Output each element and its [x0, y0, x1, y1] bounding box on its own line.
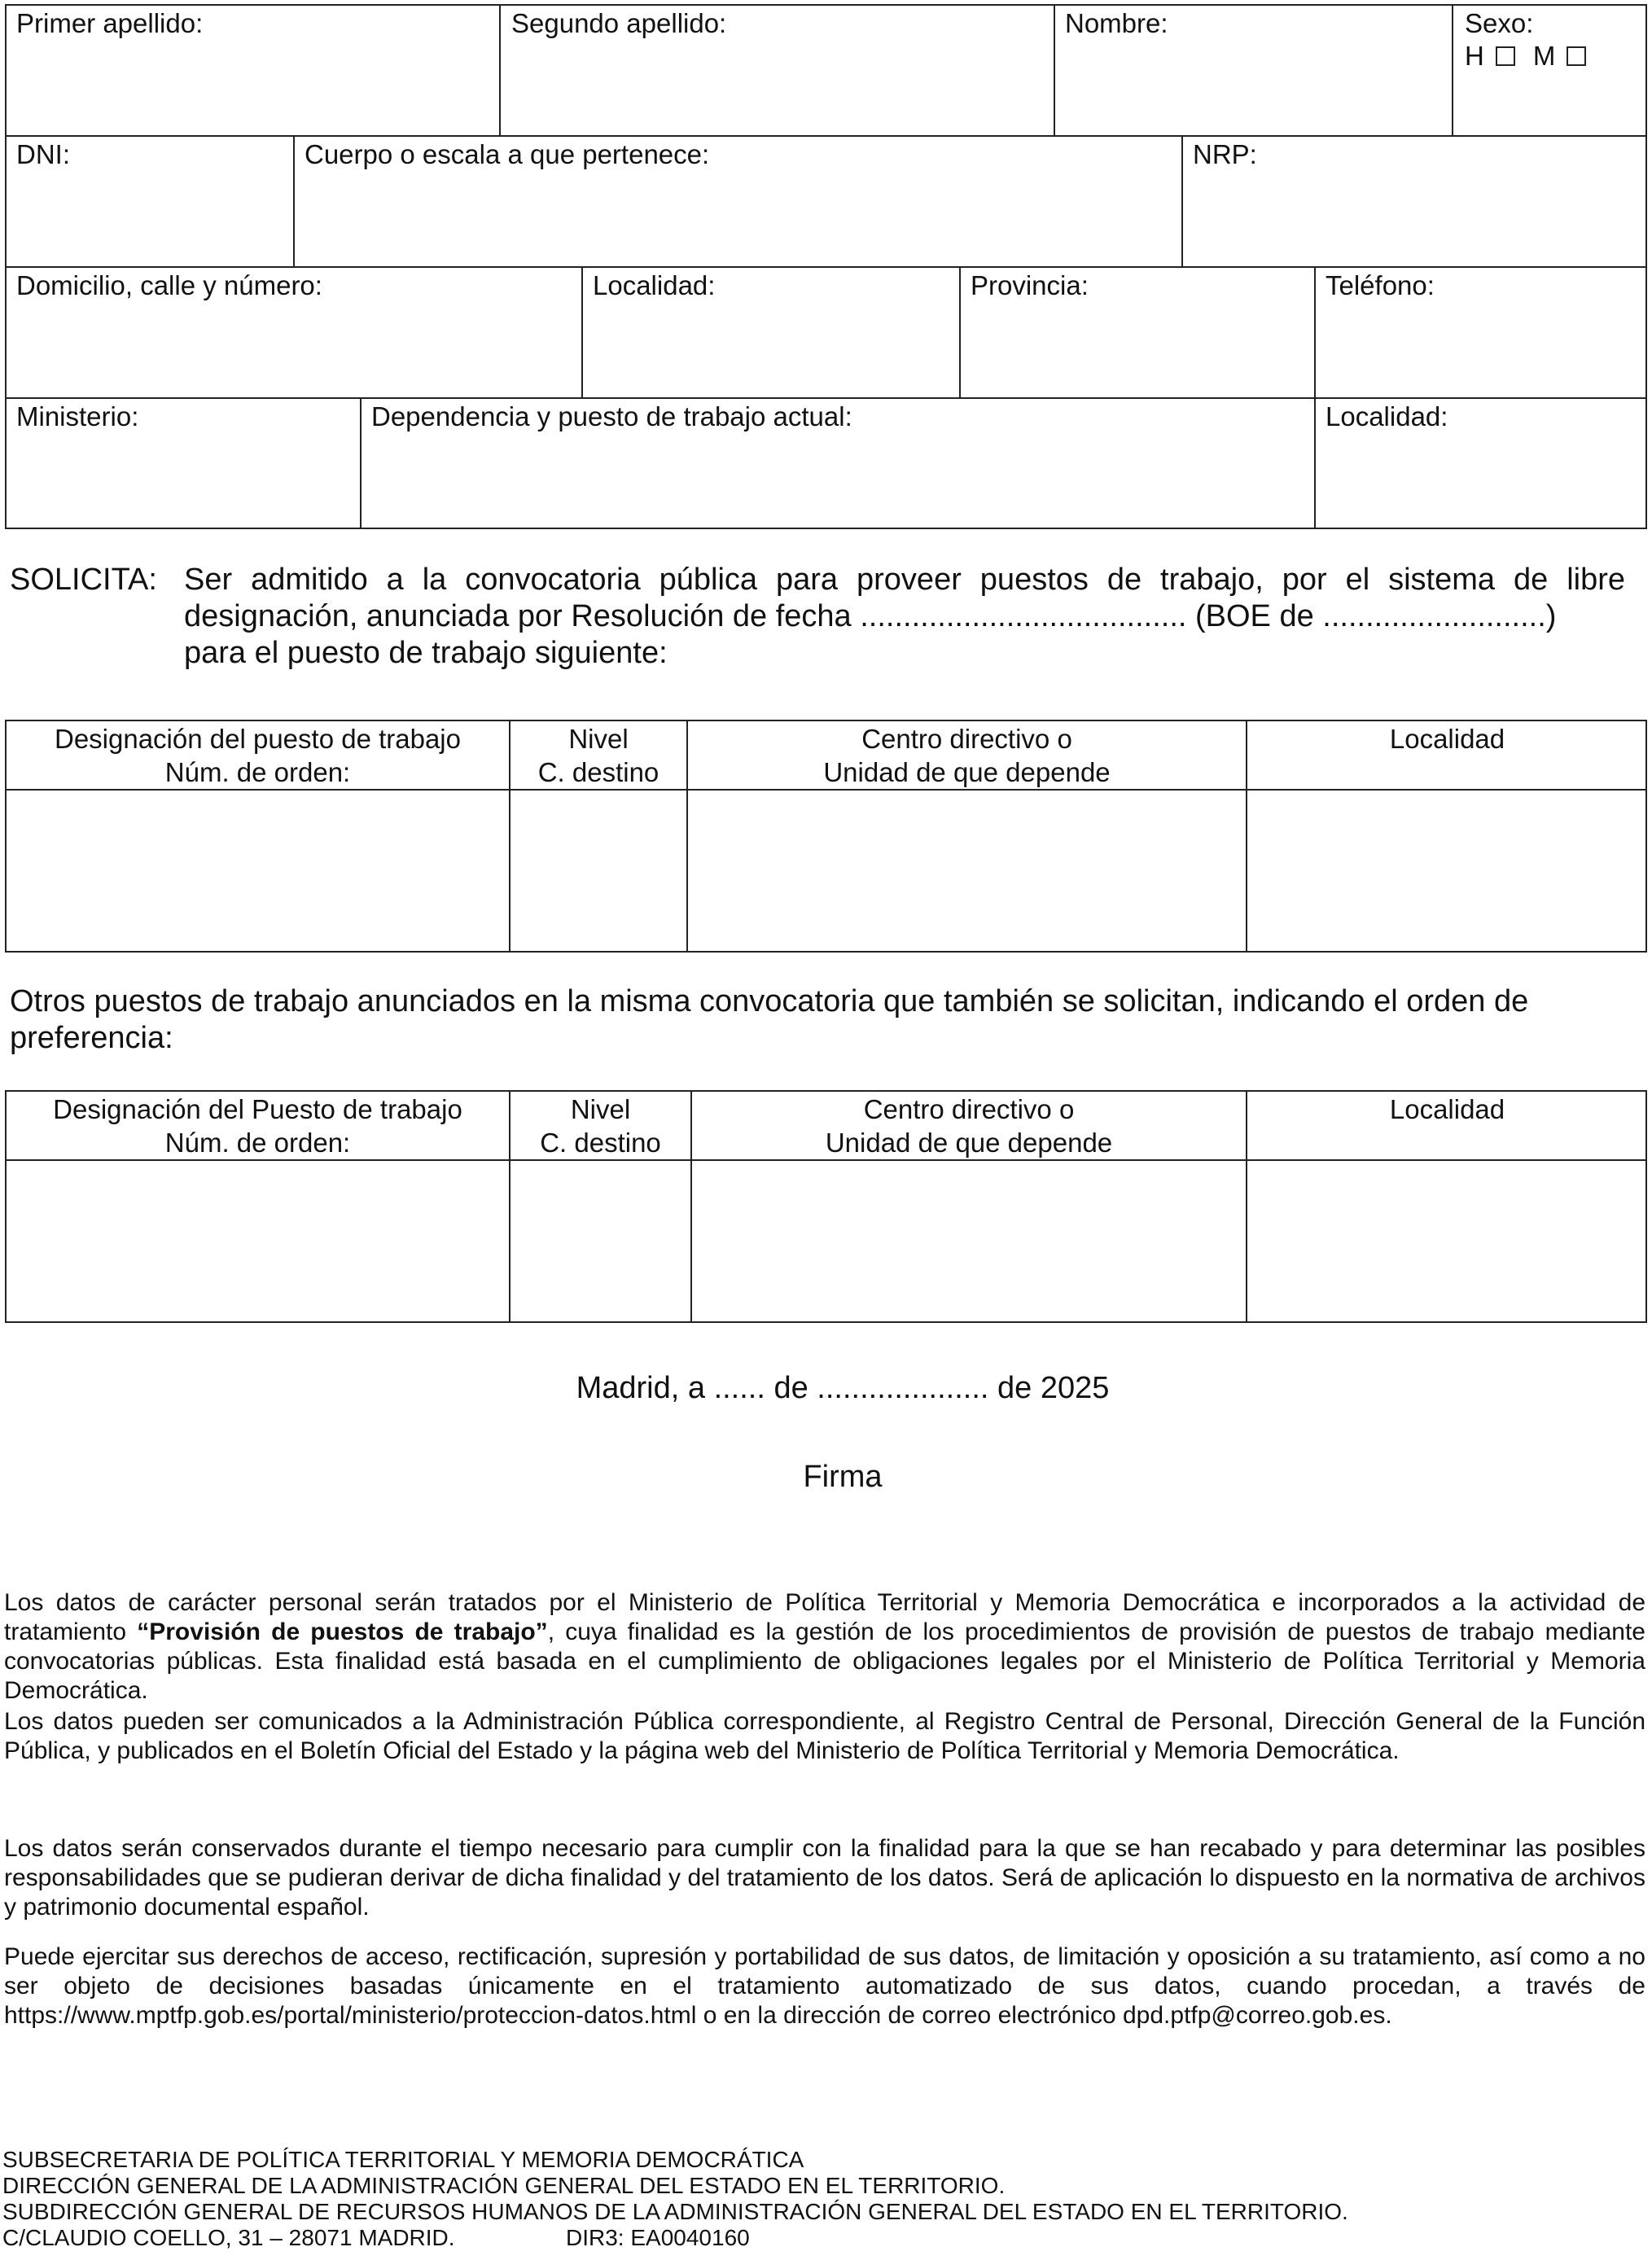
- sexo-m-checkbox[interactable]: [1567, 46, 1586, 66]
- nivel-input-cell[interactable]: [510, 791, 686, 951]
- telefono-label: Teléfono:: [1326, 270, 1435, 300]
- data-protection-paragraph-4: Puede ejercitar sus derechos de acceso, rectificación, supresión y portabilidad de sus datos, de limitación y oposición a su tratamiento, así como a no ser objeto de decisiones basadas únicamente en el tratamiento automatizado de sus datos, cuando procedan, a través de https://www.mptfp.gob.es/portal/ministerio/proteccion-datos.html o en la dirección de correo electrónico dpd.ptfp@correo.gob.es.: [4, 1943, 1645, 2029]
- nombre-label: Nombre:: [1065, 8, 1168, 38]
- segundo-apellido-label: Segundo apellido:: [511, 8, 727, 38]
- localidad-header: [1247, 1093, 1647, 1126]
- domicilio-label: Domicilio, calle y número:: [16, 270, 322, 300]
- centro-header-line-1: Centro directivo o: [863, 1094, 1075, 1124]
- centro-header-line-2: Unidad de que depende: [823, 757, 1111, 787]
- localidad-puesto-field[interactable]: [1326, 401, 1448, 433]
- nombre-field[interactable]: [1065, 7, 1168, 40]
- nivel-header-line-2: C. destino: [537, 757, 659, 787]
- nivel-input-cell[interactable]: [510, 1161, 690, 1321]
- footer-subsecretaria: SUBSECRETARIA DE POLÍTICA TERRITORIAL Y MEMORIA DEMOCRÁTICA: [2, 2147, 804, 2172]
- dni-field[interactable]: [16, 138, 70, 171]
- form-col-divider: [1054, 4, 1055, 136]
- centro-input-cell[interactable]: [692, 1161, 1246, 1321]
- dependencia-puesto-field[interactable]: [371, 401, 852, 433]
- localidad-header-line-1: Localidad: [1389, 724, 1505, 754]
- form-row-divider: [5, 266, 1647, 268]
- sexo-options: [1465, 40, 1594, 72]
- form-col-divider: [959, 266, 961, 398]
- data-protection-p1-end: , cuya finalidad es la gestión de los procedimientos de provisión de puestos de trabajo mediante convocatorias públicas. Esta finalidad está basada en el cumplimiento de obligaciones legales por el Ministerio de Política Territorial y Memoria Democrática.: [4, 1618, 1645, 1704]
- solicita-line-1: Ser admitido a la convocatoria pública para proveer puestos de trabajo, por el sistema de libre: [184, 563, 1625, 597]
- cuerpo-escala-label: Cuerpo o escala a que pertenece:: [305, 139, 710, 169]
- segundo-apellido-field[interactable]: [511, 7, 726, 40]
- centro-header: [688, 722, 1246, 789]
- footer-address: C/CLAUDIO COELLO, 31 – 28071 MADRID.: [2, 2225, 455, 2250]
- provincia-label: Provincia:: [971, 270, 1089, 300]
- localidad-domicilio-label: Localidad:: [593, 270, 716, 300]
- sexo-label: Sexo:: [1465, 8, 1534, 38]
- nivel-header-line-1: Nivel: [568, 724, 629, 754]
- data-protection-paragraph-3: Los datos serán conservados durante el tiempo necesario para cumplir con la finalidad para la que se han recabado y para determinar las posibles responsabilidades que se pudieran derivar de dicha finalidad y del tratamiento de los datos. Será de aplicación lo dispuesto en la normativa de archivos y patrimonio documental español.: [4, 1835, 1645, 1921]
- solicita-keyword: SOLICITA:: [10, 563, 157, 597]
- localidad-domicilio-field[interactable]: [593, 269, 715, 302]
- form-col-divider: [1181, 135, 1183, 267]
- form-row-divider: [5, 397, 1647, 399]
- form-row-divider: [5, 135, 1647, 137]
- ministerio-label: Ministerio:: [16, 401, 139, 431]
- nivel-header-line-1: Nivel: [570, 1094, 631, 1124]
- footer-direccion-general: DIRECCIÓN GENERAL DE LA ADMINISTRACIÓN GENERAL DEL ESTADO EN EL TERRITORIO.: [2, 2173, 1006, 2198]
- nivel-header: [510, 722, 686, 789]
- data-protection-p1-activity: “Provisión de puestos de trabajo”: [137, 1618, 548, 1645]
- centro-input-cell[interactable]: [688, 791, 1246, 951]
- form-col-divider: [293, 135, 295, 267]
- localidad-puesto-label: Localidad:: [1326, 401, 1448, 431]
- designacion-header-line-1: Designación del Puesto de trabajo: [53, 1094, 462, 1124]
- data-protection-p1-start: Los datos de carácter personal serán tratados por el Ministerio de Política Territorial y Memoria Democrática e incorporados a la actividad de tratamiento: [4, 1589, 1645, 1645]
- centro-header-line-1: Centro directivo o: [861, 724, 1072, 754]
- footer-subdireccion-general: SUBDIRECCIÓN GENERAL DE RECURSOS HUMANOS DE LA ADMINISTRACIÓN GENERAL DEL ESTADO EN EL TERRITORIO.: [2, 2199, 1348, 2224]
- localidad-input-cell[interactable]: [1247, 1161, 1647, 1321]
- cuerpo-escala-field[interactable]: [305, 138, 709, 171]
- ministerio-field[interactable]: [16, 401, 138, 433]
- form-col-divider: [581, 266, 583, 398]
- sexo-m-label: M: [1532, 41, 1556, 71]
- primer-apellido-field[interactable]: [16, 7, 203, 40]
- centro-header-line-2: Unidad de que depende: [825, 1128, 1113, 1158]
- nrp-label: NRP:: [1193, 139, 1257, 169]
- otros-puestos-text: Otros puestos de trabajo anunciados en la misma convocatoria que también se solicitan, indicando el orden de preferencia:: [10, 984, 1529, 1055]
- centro-header: [692, 1093, 1246, 1159]
- solicita-line-2: designación, anunciada por Resolución de fecha ...................................... (BOE de ..........................): [184, 599, 1557, 633]
- provincia-field[interactable]: [971, 269, 1089, 302]
- data-protection-paragraph-1: [4, 1588, 1645, 1706]
- place-date-line: Madrid, a ...... de .................... de 2025: [576, 1371, 1110, 1405]
- data-protection-paragraph-2: Los datos pueden ser comunicados a la Administración Pública correspondiente, al Registro Central de Personal, Dirección General de la Función Pública, y publicados en el Boletín Oficial del Estado y la página web del Ministerio de Política Territorial y Memoria Democrática.: [4, 1708, 1645, 1764]
- designacion-input-cell[interactable]: [7, 1161, 509, 1321]
- primer-apellido-label: Primer apellido:: [16, 8, 204, 38]
- nivel-header: [510, 1093, 690, 1159]
- nivel-header-line-2: C. destino: [540, 1128, 661, 1158]
- domicilio-field[interactable]: [16, 269, 322, 302]
- footer-dir3-code: DIR3: EA0040160: [566, 2225, 750, 2250]
- form-col-divider: [1452, 4, 1453, 136]
- designacion-header-line-2: Núm. de orden:: [164, 1128, 351, 1158]
- form-col-divider: [1314, 397, 1316, 529]
- designacion-input-cell[interactable]: [7, 791, 509, 951]
- designacion-header: [7, 1093, 509, 1159]
- dni-label: DNI:: [16, 139, 70, 169]
- designacion-header: [7, 722, 509, 789]
- form-col-divider: [360, 397, 362, 529]
- telefono-field[interactable]: [1326, 269, 1435, 302]
- nrp-field[interactable]: [1193, 138, 1257, 171]
- designacion-header-line-2: Núm. de orden:: [164, 757, 351, 787]
- localidad-header-line-1: Localidad: [1389, 1094, 1505, 1124]
- designacion-header-line-1: Designación del puesto de trabajo: [54, 724, 461, 754]
- sexo-h-checkbox[interactable]: [1496, 46, 1515, 66]
- localidad-header: [1247, 722, 1647, 756]
- form-col-divider: [1314, 266, 1316, 398]
- firma-label: Firma: [803, 1460, 883, 1494]
- dependencia-puesto-label: Dependencia y puesto de trabajo actual:: [371, 401, 852, 431]
- form-col-divider: [499, 4, 501, 136]
- localidad-input-cell[interactable]: [1247, 791, 1647, 951]
- sexo-h-label: H: [1465, 41, 1484, 71]
- solicita-line-3: para el puesto de trabajo siguiente:: [184, 636, 668, 670]
